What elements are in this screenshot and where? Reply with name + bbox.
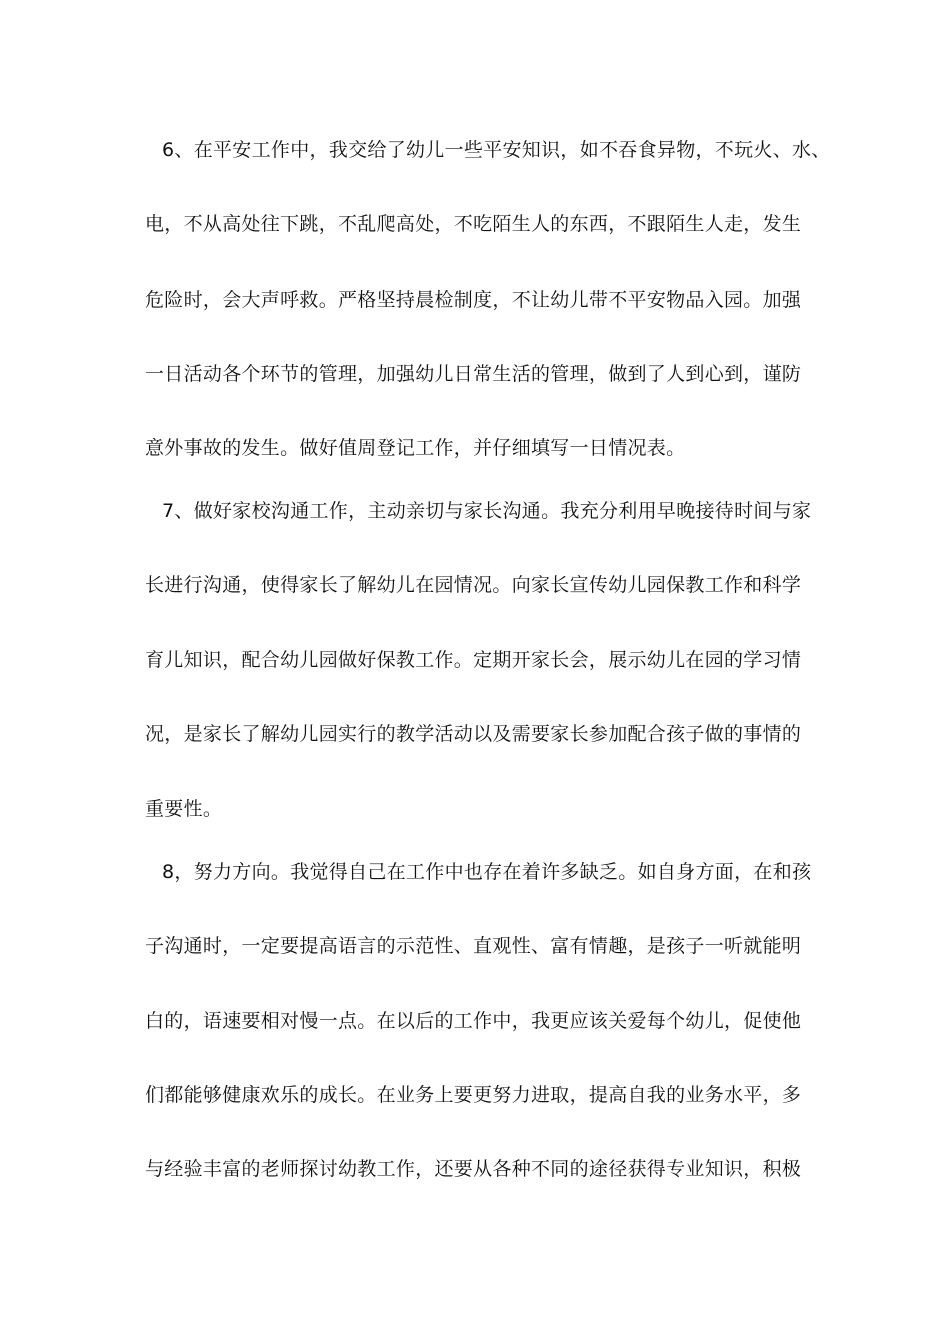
paragraph-6-line-4: 一日活动各个环节的管理，加强幼儿日常生活的管理，做到了人到心到，谨防 bbox=[145, 363, 802, 385]
paragraph-7-line-3: 育儿知识，配合幼儿园做好保教工作。定期开家长会，展示幼儿在园的学习情 bbox=[145, 649, 802, 671]
paragraph-7-line-2: 长进行沟通，使得家长了解幼儿在园情况。向家长宣传幼儿园保教工作和科学 bbox=[145, 574, 802, 596]
paragraph-8-line-2: 子沟通时，一定要提高语言的示范性、直观性、富有情趣，是孩子一听就能明 bbox=[145, 935, 802, 957]
paragraph-8-line-5: 与经验丰富的老师探讨幼教工作，还要从各种不同的途径获得专业知识，积极 bbox=[145, 1158, 802, 1180]
paragraph-7-line-1: 7、做好家校沟通工作，主动亲切与家长沟通。我充分利用早晚接待时间与家 bbox=[162, 500, 812, 522]
paragraph-7-line-4: 况，是家长了解幼儿园实行的教学活动以及需要家长参加配合孩子做的事情的 bbox=[145, 723, 802, 745]
paragraph-8-line-1: 8，努力方向。我觉得自己在工作中也存在着许多缺乏。如自身方面，在和孩 bbox=[162, 861, 812, 883]
paragraph-6-line-2: 电，不从高处往下跳，不乱爬高处，不吃陌生人的东西，不跟陌生人走，发生 bbox=[145, 213, 802, 235]
paragraph-6-line-3: 危险时，会大声呼救。严格坚持晨检制度，不让幼儿带不平安物品入园。加强 bbox=[145, 289, 802, 311]
paragraph-8-line-4: 们都能够健康欢乐的成长。在业务上要更努力进取，提高自我的业务水平，多 bbox=[145, 1084, 802, 1106]
paragraph-6-line-5: 意外事故的发生。做好值周登记工作，并仔细填写一日情况表。 bbox=[145, 437, 686, 459]
paragraph-8-line-3: 白的，语速要相对慢一点。在以后的工作中，我更应该关爱每个幼儿，促使他 bbox=[145, 1010, 802, 1032]
paragraph-6-line-1: 6、在平安工作中，我交给了幼儿一些平安知识，如不吞食异物，不玩火、水、 bbox=[162, 139, 831, 161]
paragraph-7-line-5: 重要性。 bbox=[145, 798, 223, 820]
